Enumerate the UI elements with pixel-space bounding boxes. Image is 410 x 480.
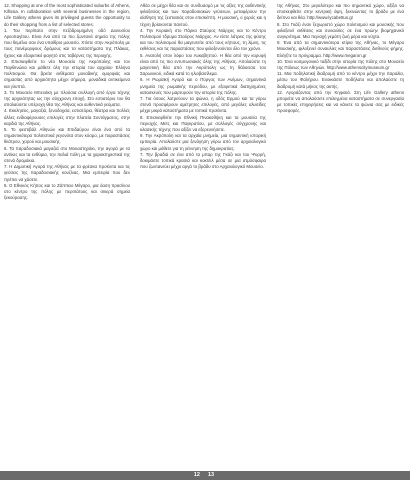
paragraph: 7. Την βραδιά σε ένα από τα μπαρ της Γκάζι και του Ψυρρή, δοκιμάστε τοπικά κρασιά και κοκτέιλ μέσα σε μια ατμόσφαιρα που ζωντανεύει μέχρι αργά το βράδυ στο Αρχαιολογικό Μουσείο. [140,151,266,170]
paragraph: 8. Στο Γκάζι έναν ξεχωριστό χώρο πολιτισμού και μουσικής που φιλοξενεί εκθέσεις και συναυλίες σε ένα πρώην βιομηχανικό συγκρότημα. Μια περιοχή γεμάτη ζωή μέρα και νύχτα. [277,21,404,40]
page-number-left: 12 [193,472,200,478]
paragraph: 12. Αγοράζοντας από την Κηφισιά. Στη Life Gallery athens μπορείτε να απολαύσετε επιλεγμένα καταστήματα σε συνεργασία με τοπικές επιχειρήσεις και να κάνετε τα ψώνια σας με ειδικές προσφορές. [277,89,404,114]
paragraph: 7. Η Δημοτική Αγορά της Αθήνας με τα φρέσκα προϊόντα και τις γεύσεις της παραδοσιακής κουζίνας. Μια εμπειρία που δεν πρέπει να χάσετε. [4,164,130,182]
text-column-1 [4,3,130,202]
paragraph: 8. Ο Εθνικός Κήπος και το Ζάππειο Μέγαρο, μια όαση πρασίνου στο κέντρο της πόλης με περιπάτους και σκιερά σημεία ξεκούρασης. [4,182,130,201]
paragraph: 5. Ανατολή στον λόφο του Λυκαβηττού. Η θέα από την κορυφή είναι από τις πιο εντυπωσιακές όλης της Αθήνας. Απολαύστε τη μαγευτική θέα από την Ακρόπολη ως τη θάλασσα του Σαρωνικού, ειδικά κατά το ηλιοβασίλεμα. [140,52,266,77]
paragraph: 4. Την Κυριακή στο Πάρκο Σταύρος Νιάρχος και το Κέντρο Πολιτισμού Ίδρυμα Σταύρος Νιάρχος. Αν είστε λάτρεις της φύσης και του πολιτισμού θα μαγευτείτε από τους κήπους, τη λίμνη, τις εκθέσεις και τις παραστάσεις που φιλοξενούνται όλο τον χρόνο. [140,27,266,52]
paragraph: 9. Την Ακρόπολη και τα αρχαία μνημεία, μια σημαντική ιστορική εμπειρία. Απολαύστε μια ξενάγηση γύρω από τον αρχαιολογικό χώρο και μάθετε για τη γέννηση της δημοκρατίας. [140,133,266,151]
paragraph: 2. Επισκεφθείτε το νέο Μουσείο της Ακρόπολης και τον Παρθενώνα και μάθετε όλη την ιστορία του αρχαίου Έλληνα πολιτισμού. Θα βρείτε εκθέματα μοναδικής ομορφιάς και σημασίας από αρχαιότητα μέχρι σήμερα, μοναδικά αντικείμενα και γλυπτά. [4,58,130,89]
paragraph: 6. Η Ρωμαϊκή Αγορά και ο Πύργος των Ανέμων, σημαντικά μνημεία της ρωμαϊκής περιόδου, με εξαιρετικά διατηρημένες κατασκευές που μαρτυρούν την ιστορία της πόλης. [140,77,266,95]
paragraph: 9. Ένα από τα σημαντικότερα κτίρια της Αθήνας, το Μέγαρο Μουσικής, φιλοξενεί συναυλίες και παραστάσεις διεθνούς φήμης. Ελέγξτε το πρόγραμμα. http://www.megaron.gr [277,40,404,58]
page-footer [0,471,410,480]
paragraph: 3. Το Μουσείο Μπενάκη με πλούσια συλλογή από έργα τέχνης της αρχαιότητας ως την σύγχρονη εποχή. Στο εστιατόριο του θα απολαύσετε υπέροχη θέα της Αθήνας και αυθεντικά γεύματα. [4,89,130,108]
text-column-3 [277,3,404,115]
paragraph: 5. Το φεστιβάλ Αθηνών και Επιδαύρου είναι ένα από τα σημαντικότερα πολιτιστικά γεγονότα στον κόσμο, με παραστάσεις θεάτρου, χορού και μουσικής. [4,127,130,145]
paragraph: 12. Shopping at one of the most sophisticated suburbs of Athens, Kifissia. In collaboration with several businesses in the region, Life Gallery athens gives its privileged guests the opportunity to do their shopping from a list of selected stores. [4,3,130,27]
paragraph: Αθέα σε μέχρι θέα και σε συνδυασμό με τις αξίες της αυθεντικής φιλοξενίας και των παραδοσιακών γεύσεων, μεταφέρουν την αίσθηση της ζεστασιάς στον επισκέπτη. Η μουσική, ο χορός και η τέχνη βρίσκονται παντού. [140,3,266,27]
footer-bar-right [204,471,410,480]
paragraph: 6. Τα παραδοσιακά μαγαζιά στο Μοναστηράκι, την αγορά με τα αντίκες και τα ενθύμια, την παλιά πόλη με τα χαρακτηριστικά της στενά δρομάκια. [4,145,130,164]
paragraph: της Αθήνας. Στο μεγαλύτερο και πιο σημαντικό χώρο, αξίζει να επισκεφθείτε στην κεντρική όψη, ξεκινώντας το βράδυ με ένα δείπνο και θέα. http://www.lycabettus.gr [277,3,404,21]
paragraph: 1. Του περίπατο στην πεζόδρομημένη οδό Διονυσίου Αρεοπαγίτου. Είναι ένα από τα πιο ζωντανά σημεία της πόλης που θεμέλιο σαν ένα υπαίθριο μουσείο. Χτίστε στην Ακρόπολη με τους πανέμορφους δρόμους και τα καταστήματα της Πλάκας, ήχους και εξαιρετικό φαγητό στις ταβέρνες της περιοχής. [4,27,130,58]
paragraph: 10. Ένα κοσμογονικό ταξίδι στην ιστορία της πόλης στο Μουσείο της Πόλεως των Αθηνών. http://www.athenscitymuseum.gr [277,58,404,71]
paragraph: 7. Για όσους λατρεύουν τα ψώνια, η οδός Ερμού και τα γύρω στενά προσφέρουν αμέτρητες επιλογές, από μεγάλες αλυσίδες μέχρι μικρά καταστήματα με τοπικά προϊόντα. [140,96,266,114]
paragraph: 8. Επισκεφθείτε την Εθνική Πινακοθήκη και τα μουσεία της περιοχής Μετς και Παγκρατίου, με συλλογές σύγχρονης και κλασικής τέχνης που αξίζει να εξερευνήσετε. [140,114,266,133]
text-column-2 [140,3,266,170]
footer-bar-left [0,471,204,480]
paragraph: 11. Μια ποδηλατική διαδρομή από το κέντρο μέχρι την παραλία, μέσω του Φαλήρου. Ενοικιάστε ποδήλατο και απολαύστε τη διαδρομή κατά μήκος της ακτής. [277,71,404,89]
page-number-right: 13 [208,472,215,478]
paragraph: 4. Εκκλησίες, μαγαζιά, ξενοδοχεία, εστιατόρια, θέατρα και πολλές άλλες ενδιαφέρουσες επιλογές στην πλατεία Συντάγματος, στην καρδιά της Αθήνας. [4,108,130,126]
